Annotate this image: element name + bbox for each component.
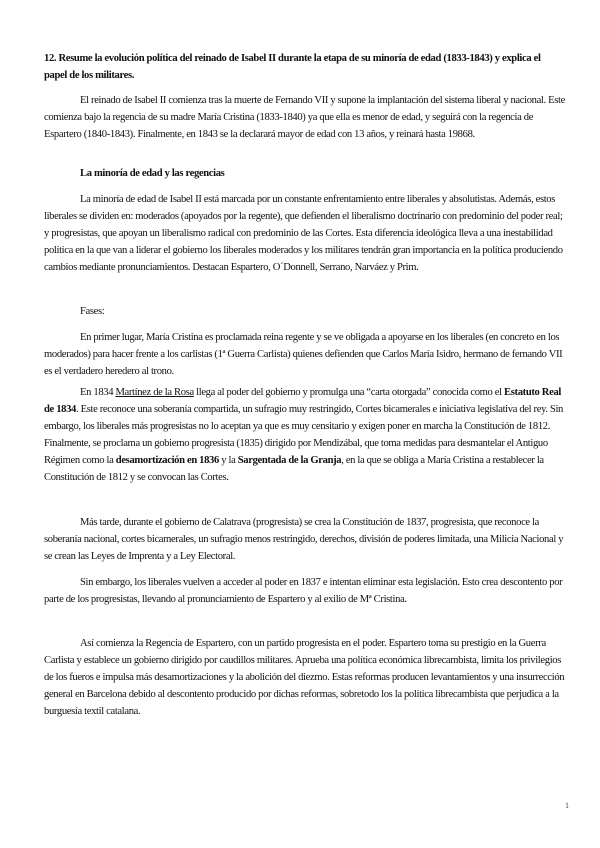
martinez-link[interactable]: Martínez de la Rosa — [115, 387, 194, 398]
text-span: y la — [218, 455, 238, 466]
section-heading: La minoría de edad y las regencias — [80, 168, 225, 179]
minority-paragraph: La minoría de edad de Isabel II está marcada por un constante enfrentamiento entre liberales y absolutistas. Además, estos liberales se dividen en: moderados (apoyados por la regente), que defienden el liberalismo doctrinario con predominio del poder real; y progresistas, que apoyan un liberalismo radical con predominio de las Cortes. Esta diferencia ideológica lleva a una inestabilidad política en la que van a liderar el gobierno los liberales moderados y los militares tendrán gran importancia en la política produciendo cambios mediante pronunciamientos. Destacan Espartero, O´Donnell, Serrano, Narváez y Prim. — [44, 194, 563, 273]
text-span: , en la que se obliga a María Cristina a restablecer la Constitución de 1812 y se convocan las Cortes. — [44, 455, 544, 483]
text-span: . Este reconoce una soberanía compartida, un sufragio muy restringido, Cortes bicamerales e iniciativa legislativa del rey. Sin embargo, los liberales más progresistas no lo aceptan ya que es muy censitario y exigen poner en marcha la Constitución de 1812. Finalmente, se proclama un gobierno progresista (1835) dirigido por Mendizábal, que toma medidas para desmantelar el Antiguo Régimen como la — [44, 404, 564, 466]
sargentada-bold: Sargentada de la Granja — [237, 455, 342, 466]
calatrava-paragraph: Más tarde, durante el gobierno de Calatrava (progresista) se crea la Constitución de 1837, progresista, que reconoce la soberanía nacional, cortes bicamerales, un sufragio menos restringido, derechos, división de poderes limitada, una Milicia Nacional y se crean las Leyes de Imprenta y a Ley Electoral. — [44, 517, 564, 562]
text-span: En 1834 — [80, 387, 116, 398]
text-span: llega al poder del gobierno y promulga una “carta otorgada” conocida como el — [193, 387, 505, 398]
question-title: 12. Resume la evolución política del reinado de Isabel II durante la etapa de su minoría de edad (1833-1843) y explica el papel de los militares. — [44, 53, 541, 81]
liberals-return-paragraph: Sin embargo, los liberales vuelven a acceder al poder en 1837 e intentan eliminar esta legislación. Esto crea descontento por parte de los progresistas, llevando al pronunciamiento de Espartero y al exilio de Mª Cristina. — [44, 577, 563, 605]
estatuto-paragraph — [44, 384, 566, 486]
intro-paragraph: El reinado de Isabel II comienza tras la muerte de Fernando VII y supone la implantación del sistema liberal y nacional. Este comienza bajo la regencia de su madre María Cristina (1833-1840) ya que ella es menor de edad, y seguirá con la regencia de Espartero (1840-1843). Finalmente, en 1843 se la declarará mayor de edad con 13 años, y reinará hasta 19868. — [44, 95, 565, 140]
first-phase-paragraph: En primer lugar, María Cristina es proclamada reina regente y se ve obligada a apoyarse en los liberales (en concreto en los moderados) para hacer frente a los carlistas (1ª Guerra Carlista) quienes defienden que Carlos María Isidro, hermano de fernando VII es el verdadero heredero al trono. — [44, 332, 563, 377]
phases-label: Fases: — [80, 306, 105, 317]
page-number: 1 — [565, 801, 569, 810]
desamortizacion-bold: desamortización en 1836 — [115, 455, 219, 466]
estatuto-bold: Estatuto Real de 1834 — [44, 387, 561, 415]
espartero-paragraph: Así comienza la Regencia de Espartero, con un partido progresista en el poder. Espartero toma su prestigio en la Guerra Carlista y establece un gobierno dirigido por caudillos militares. Aprueba una política económica librecambista, limita los privilegios de los fueros e impulsa más desamortizaciones y la abolición del diezmo. Estas reformas producen levantamientos y una insurrección general en Barcelona debido al descontento producido por dichas reformas, sobretodo los la política librecambista que perjudica a la burguesía textil catalana. — [44, 638, 565, 717]
